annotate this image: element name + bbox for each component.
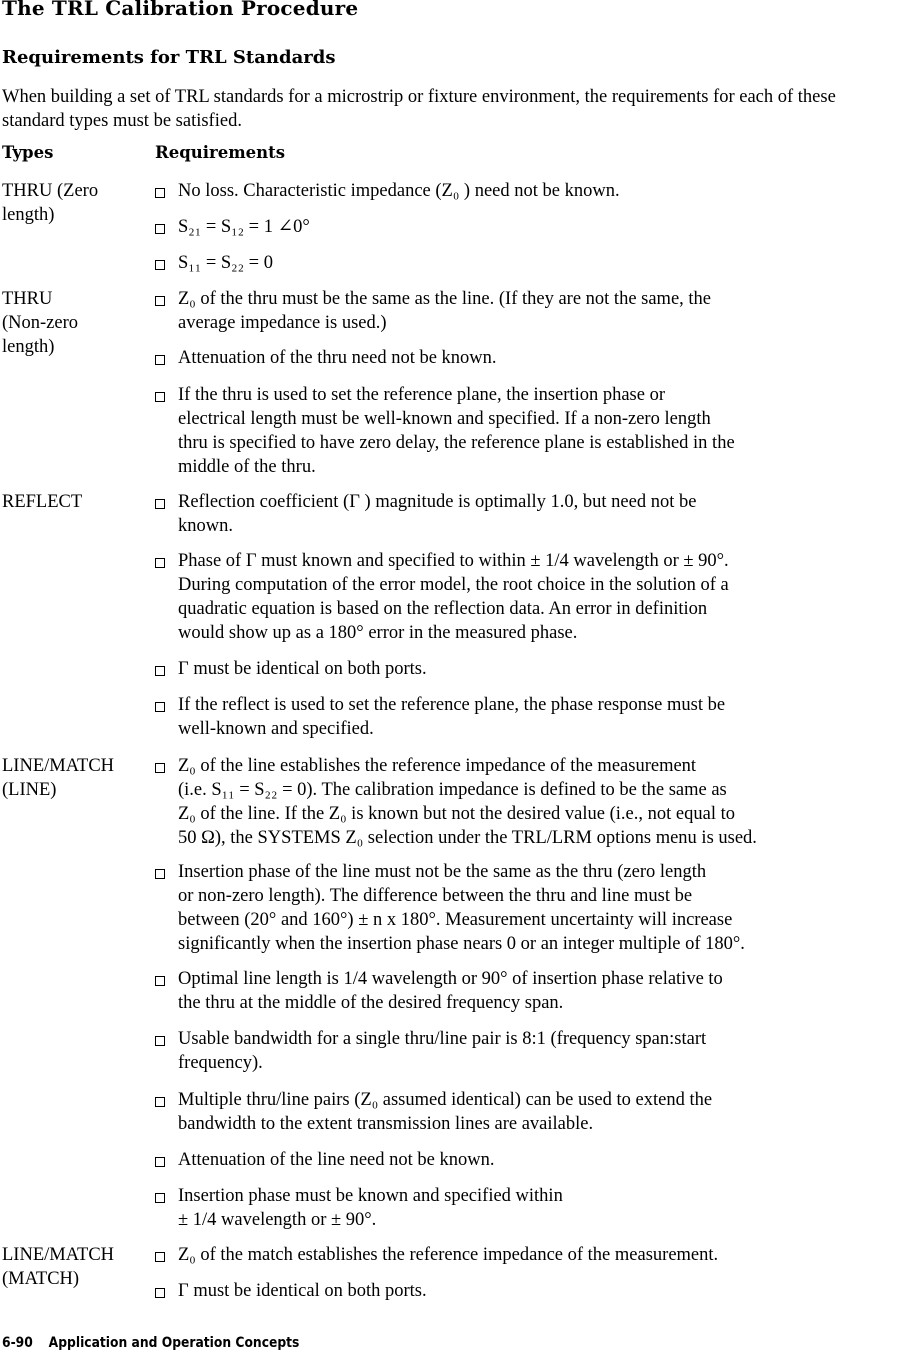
checkbox-bullet-icon [155,1157,165,1167]
requirement-item [155,860,900,956]
requirement-item [155,287,900,335]
page-footer [2,1335,299,1351]
requirement-item [155,1148,900,1172]
requirement-item [155,346,900,370]
checkbox-bullet-icon [155,260,165,270]
checkbox-bullet-icon [155,1193,165,1203]
checkbox-bullet-icon [155,355,165,365]
requirement-item [155,693,900,741]
requirement-item [155,383,900,479]
requirement-item [155,967,900,1015]
type-line-match-match: LINE/MATCH (MATCH) [2,1245,115,1289]
requirement-item [155,754,900,850]
requirement-text: If the reflect is used to set the reference plane, the phase response must be well-known and specified. [178,695,726,739]
requirement-text: Multiple thru/line pairs (Z₀ assumed identical) can be used to extend the bandwidth to the extent transmission lines are available. [178,1090,713,1134]
requirement-item [155,1027,900,1075]
checkbox-bullet-icon [155,188,165,198]
requirement-item [155,251,900,275]
requirement-text: S₁₁ = S₂₂ = 0 [178,253,273,273]
requirement-text: If the thru is used to set the reference plane, the insertion phase or electrical length must be well-known and specified. If a non-zero length thru is specified to have zero delay, the reference plane is established in the middle of the thru. [178,385,735,477]
requirement-item [155,490,900,538]
requirement-text: Attenuation of the line need not be known. [178,1150,495,1170]
requirement-item [155,549,900,645]
requirement-text: Optimal line length is 1/4 wavelength or 90° of insertion phase relative to the thru at the middle of the desired frequency span. [178,969,723,1013]
requirement-text: Z₀ of the thru must be the same as the line. (If they are not the same, the average impedance is used.) [178,289,712,333]
requirements-column-header: Requirements [155,143,286,162]
requirement-text: Phase of Γ must known and specified to within ± 1/4 wavelength or ± 90°. During computation of the error model, the root choice in the solution of a quadratic equation is based on the reflection data. An error in definition would show up as a 180° error in the measured phase. [178,551,729,643]
requirement-text: No loss. Characteristic impedance (Z₀ ) need not be known. [178,181,620,201]
section-heading: Requirements for TRL Standards [2,47,336,68]
requirement-item [155,1088,900,1136]
checkbox-bullet-icon [155,392,165,402]
types-column-header: Types [2,143,54,162]
requirement-text: Z₀ of the match establishes the reference impedance of the measurement. [178,1245,719,1265]
requirement-text: Usable bandwidth for a single thru/line pair is 8:1 (frequency span:start frequency). [178,1029,707,1073]
checkbox-bullet-icon [155,558,165,568]
checkbox-bullet-icon [155,1097,165,1107]
requirement-item [155,1279,900,1303]
requirement-item [155,1243,900,1267]
intro-paragraph: When building a set of TRL standards for a microstrip or fixture environment, the requirements for each of these standard types must be satisfied. [2,87,836,131]
requirement-text: Reflection coefficient (Γ ) magnitude is optimally 1.0, but need not be known. [178,492,697,536]
requirement-text: Γ must be identical on both ports. [178,1281,427,1301]
checkbox-bullet-icon [155,296,165,306]
type-thru-non-zero-length: THRU (Non-zero length) [2,289,79,357]
checkbox-bullet-icon [155,1036,165,1046]
checkbox-bullet-icon [155,1288,165,1298]
page-number: 6-90 [2,1335,33,1351]
requirement-text: Insertion phase must be known and specified within ± 1/4 wavelength or ± 90°. [178,1186,563,1230]
type-thru-zero-length: THRU (Zero length) [2,181,99,225]
checkbox-bullet-icon [155,499,165,509]
checkbox-bullet-icon [155,224,165,234]
requirement-text: Insertion phase of the line must not be the same as the thru (zero length or non-zero length). The difference between the thru and line must be between (20° and 160°) ± n x 180°. Measurement uncertainty will increase significantly when the insertion phase nears 0 or an integer multiple of 180°. [178,862,745,954]
requirement-text: S₂₁ = S₁₂ = 1 ∠0° [178,217,310,237]
checkbox-bullet-icon [155,1252,165,1262]
requirement-item [155,657,900,681]
requirement-item [155,1184,900,1232]
checkbox-bullet-icon [155,702,165,712]
requirement-text: Γ must be identical on both ports. [178,659,427,679]
requirement-text: Attenuation of the thru need not be known. [178,348,497,368]
checkbox-bullet-icon [155,666,165,676]
requirement-item [155,179,900,203]
checkbox-bullet-icon [155,869,165,879]
checkbox-bullet-icon [155,763,165,773]
footer-section-title: Application and Operation Concepts [48,1335,300,1351]
requirement-item [155,215,900,239]
type-line-match-line: LINE/MATCH (LINE) [2,756,115,800]
page-title: The TRL Calibration Procedure [2,0,359,20]
checkbox-bullet-icon [155,976,165,986]
requirement-text: Z₀ of the line establishes the reference impedance of the measurement (i.e. S₁₁ = S₂₂ = 0). The calibration impedance is defined to be the same as Z₀ of the line. If the Z₀ is known but not the desired value (i.e., not equal to 50 Ω), the SYSTEMS Z₀ selection under the TRL/LRM options menu is used. [178,756,757,848]
type-reflect: REFLECT [2,492,83,512]
